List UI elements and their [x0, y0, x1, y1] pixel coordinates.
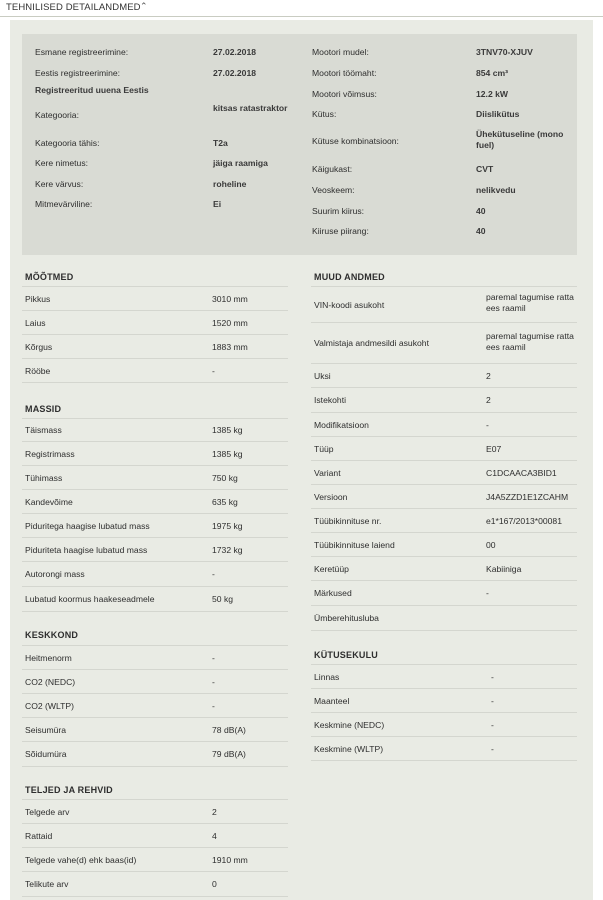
table-row: [311, 364, 577, 388]
row-label: Registrimass: [25, 449, 75, 459]
summary-label: Kere nimetus:: [35, 158, 89, 168]
summary-label: Käigukast:: [312, 164, 353, 174]
row-label: Telikute arv: [25, 879, 69, 889]
summary-value: Ühekütuseline (mono fuel): [476, 129, 564, 150]
row-value: -: [486, 420, 489, 430]
section-title: TEHNILISED DETAILANDMED: [6, 2, 141, 13]
summary-value: 40: [476, 206, 486, 216]
row-value: -: [212, 569, 215, 579]
row-label: Keskmine (WLTP): [314, 744, 384, 754]
row-value: 1910 mm: [212, 855, 248, 865]
row-value: 1520 mm: [212, 318, 248, 328]
summary-value: T2a: [213, 138, 228, 148]
summary-value: kitsas ratastraktor: [213, 103, 288, 113]
table-row: [22, 742, 288, 767]
row-value: Kabiiniga: [486, 564, 522, 574]
row-value: 635 kg: [212, 497, 238, 507]
summary-value: 854 cm³: [476, 68, 509, 78]
table-row: [311, 461, 577, 485]
row-label: Keskmine (NEDC): [314, 720, 385, 730]
row-value: 00: [486, 540, 496, 550]
row-label: Telgede vahe(d) ehk baas(id): [25, 855, 137, 865]
summary-label: Kere värvus:: [35, 179, 84, 189]
table-row: [22, 718, 288, 742]
row-label: Rattaid: [25, 831, 53, 841]
row-label: Laius: [25, 318, 46, 328]
row-label: Piduriteta haagise lubatud mass: [25, 545, 148, 555]
row-value: 2: [486, 395, 491, 405]
section-heading-masses: MASSID: [25, 404, 62, 414]
row-value: -: [491, 696, 494, 706]
row-value: paremal tagumise ratta ees raamil: [486, 292, 574, 313]
section-heading-dimensions: MÕÕTMED: [25, 272, 74, 282]
row-label: Modifikatsioon: [314, 420, 369, 430]
table-row: [22, 670, 288, 694]
row-label: Lubatud koormus haakeseadmele: [25, 594, 155, 604]
row-value: 0: [212, 879, 217, 889]
summary-value: CVT: [476, 164, 494, 174]
summary-value: 12.2 kW: [476, 89, 509, 99]
table-row: [311, 713, 577, 737]
table-row: [311, 665, 577, 689]
summary-box: [22, 34, 577, 255]
table-row: [22, 311, 288, 335]
row-value: 2: [212, 807, 217, 817]
section-heading-axles: TELJED JA REHVID: [25, 785, 113, 795]
table-row: [311, 557, 577, 581]
table-row: [22, 418, 288, 442]
summary-label: Mootori mudel:: [312, 47, 369, 57]
table-row: [311, 509, 577, 533]
row-label: Maanteel: [314, 696, 350, 706]
section-heading-other: MUUD ANDMED: [314, 272, 385, 282]
row-label: Autorongi mass: [25, 569, 85, 579]
row-label: CO2 (WLTP): [25, 701, 75, 711]
row-value: -: [212, 701, 215, 711]
row-value: -: [491, 744, 494, 754]
row-label: Märkused: [314, 588, 352, 598]
summary-label: Kütus:: [312, 109, 337, 119]
table-row: [311, 413, 577, 437]
row-label: Ümberehitusluba: [314, 613, 379, 623]
row-value: E07: [486, 444, 502, 454]
row-value: -: [212, 653, 215, 663]
summary-label: Suurim kiirus:: [312, 206, 365, 216]
row-label: Valmistaja andmesildi asukoht: [314, 338, 429, 348]
table-row: [22, 287, 288, 311]
row-label: Sõidumüra: [25, 749, 67, 759]
table-row: [311, 437, 577, 461]
summary-value: nelikvedu: [476, 185, 516, 195]
row-value: 1975 kg: [212, 521, 243, 531]
row-value: 4: [212, 831, 217, 841]
row-label: Istekohti: [314, 395, 347, 405]
row-label: Tüübikinnituse laiend: [314, 540, 395, 550]
table-row: [22, 538, 288, 562]
chevron-up-icon[interactable]: ⌃: [140, 1, 148, 11]
table-row: [22, 694, 288, 718]
section-header[interactable]: [0, 0, 603, 17]
row-label: Täismass: [25, 425, 62, 435]
row-value: 1883 mm: [212, 342, 248, 352]
row-value: -: [212, 677, 215, 687]
summary-value: Ei: [213, 199, 222, 209]
table-row: [22, 466, 288, 490]
row-value: -: [491, 672, 494, 682]
summary-value: 27.02.2018: [213, 68, 257, 78]
summary-label: Kategooria:: [35, 110, 79, 120]
table-row: [22, 848, 288, 872]
row-value: 3010 mm: [212, 294, 248, 304]
row-label: Uksi: [314, 371, 331, 381]
table-row: [22, 800, 288, 824]
table-row: [22, 359, 288, 383]
table-row: [22, 335, 288, 359]
row-value: 1385 kg: [212, 449, 243, 459]
row-value: paremal tagumise ratta ees raamil: [486, 331, 574, 352]
summary-label: Esmane registreerimine:: [35, 47, 129, 57]
row-value: e1*167/2013*00081: [486, 516, 562, 526]
section-heading-fuel: KÜTUSEKULU: [314, 650, 378, 660]
summary-label: Mootori võimsus:: [312, 89, 377, 99]
table-row: [311, 388, 577, 413]
table-row: [311, 323, 577, 364]
row-value: 1385 kg: [212, 425, 243, 435]
section-heading-environment: KESKKOND: [25, 630, 79, 640]
summary-value: roheline: [213, 179, 247, 189]
row-label: Keretüüp: [314, 564, 349, 574]
table-row: [22, 514, 288, 538]
row-label: Linnas: [314, 672, 340, 682]
summary-value: jäiga raamiga: [213, 158, 268, 168]
row-value: -: [212, 366, 215, 376]
table-row: [311, 737, 577, 761]
summary-value: 27.02.2018: [213, 47, 257, 57]
row-label: Tühimass: [25, 473, 63, 483]
summary-label: Kiiruse piirang:: [312, 226, 369, 236]
summary-value: 3TNV70-XJUV: [476, 47, 533, 57]
row-value: 78 dB(A): [212, 725, 246, 735]
summary-label: Mitmevärviline:: [35, 199, 93, 209]
row-label: Kõrgus: [25, 342, 53, 352]
table-row: [311, 287, 577, 323]
row-value: 750 kg: [212, 473, 238, 483]
table-row: [311, 581, 577, 606]
summary-label: Eestis registreerimine:: [35, 68, 121, 78]
table-row: [22, 872, 288, 897]
summary-value: Diislikütus: [476, 109, 520, 119]
row-label: Tüübikinnituse nr.: [314, 516, 382, 526]
row-label: Versioon: [314, 492, 348, 502]
row-label: Telgede arv: [25, 807, 70, 817]
row-label: VIN-koodi asukoht: [314, 300, 385, 310]
row-value: 79 dB(A): [212, 749, 246, 759]
row-label: Rööbe: [25, 366, 51, 376]
row-value: 50 kg: [212, 594, 234, 604]
summary-label: Kategooria tähis:: [35, 138, 100, 148]
table-row: [311, 485, 577, 509]
table-row: [22, 442, 288, 466]
row-value: J4A5ZZD1E1ZCAHM: [486, 492, 569, 502]
table-row: [311, 533, 577, 557]
summary-label: Veoskeem:: [312, 185, 355, 195]
row-value: C1DCAACA3BID1: [486, 468, 557, 478]
table-row: [22, 646, 288, 670]
row-value: 2: [486, 371, 491, 381]
row-label: Variant: [314, 468, 341, 478]
table-row: [22, 824, 288, 848]
summary-label: Registreeritud uuena Eestis: [35, 85, 149, 95]
table-row: [311, 689, 577, 713]
row-label: Kandevõime: [25, 497, 73, 507]
row-label: CO2 (NEDC): [25, 677, 76, 687]
table-row: [22, 562, 288, 587]
row-label: Piduritega haagise lubatud mass: [25, 521, 150, 531]
table-row: [22, 587, 288, 612]
row-label: Heitmenorm: [25, 653, 72, 663]
table-row: [22, 490, 288, 514]
row-value: -: [486, 588, 489, 598]
summary-label: Kütuse kombinatsioon:: [312, 136, 399, 146]
summary-label: Mootori töömaht:: [312, 68, 377, 78]
summary-value: 40: [476, 226, 486, 236]
table-row: [311, 606, 577, 631]
row-label: Seisumüra: [25, 725, 67, 735]
row-value: 1732 kg: [212, 545, 243, 555]
row-value: -: [491, 720, 494, 730]
row-label: Tüüp: [314, 444, 334, 454]
row-label: Pikkus: [25, 294, 51, 304]
